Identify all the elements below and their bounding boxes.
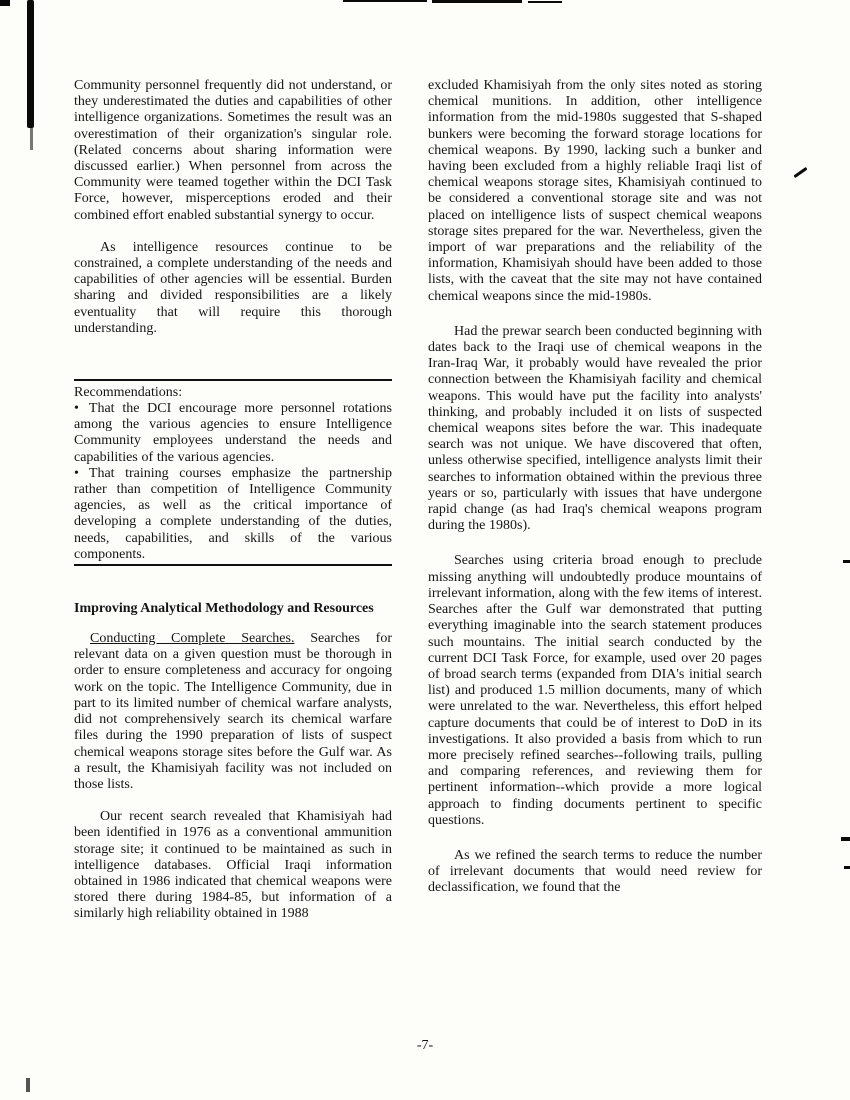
scan-artifact-bottom-left [26,1078,30,1092]
paragraph: Community personnel frequently did not understand, or they underestimated the duties and capabilities of other intelligence organizations. Sometimes the result was an overestimation of their organization's singular role. (Related concerns about sharing information were discussed earlier.) When personnel from across the Community were teamed together within the DCI Task Force, however, misperceptions eroded and their combined effort enabled substantial synergy to occur. [74,78,392,223]
scan-artifact-top-line-3 [528,1,562,3]
scan-artifact-right-tick-2 [841,837,850,841]
scan-artifact-right-tick-1 [843,560,850,563]
paragraph: excluded Khamisiyah from the only sites noted as storing chemical munitions. In addition, other intelligence information from the mid-1980s suggested that S-shaped bunkers were becoming the forward storage locations for chemical weapons. By 1990, lacking such a bunker and having been excluded from a highly reliable Iraqi list of chemical weapons storage sites, Khamisiyah continued to be considered a conventional storage site and was not placed on intelligence lists of suspect chemical weapons storage sites prepared for the war. Nevertheless, given the import of war preparations and the reliability of the information, Khamisiyah should have been added to those lists, with the caveat that the site may not have contained chemical weapons since the mid-1980s. [428,78,762,304]
paragraph: As we refined the search terms to reduce the number of irrelevant documents that would need review for declassification, we found that the [428,847,762,896]
scan-artifact-top-line-2 [432,0,522,3]
recommendations-title: Recommendations: [74,385,183,401]
left-column [74,78,392,923]
bullet-icon: • [74,401,79,417]
underlined-lead: Conducting Complete Searches. [90,631,295,647]
scan-artifact-top-line-1 [343,0,427,2]
section-heading: Improving Analytical Methodology and Resources [74,601,374,617]
paragraph [74,631,392,793]
recommendation-item [74,401,392,466]
scan-artifact-top-corner [0,0,10,6]
scan-artifact-left-bar-tail [30,128,33,150]
recommendation-item-text: That training courses emphasize the partnership rather than competition of Intelligence Community agencies, as well as the critical importance of developing a complete understanding of the duties, needs, capabilities, and skills of the various components. [74,465,392,562]
right-column [428,78,762,923]
paragraph: Our recent search revealed that Khamisiyah had been identified in 1976 as a conventional ammunition storage site; it continued to be maintained as such in intelligence databases. Official Iraqi information obtained in 1986 indicated that chemical weapons were stored there during 1984-85, but information of a similarly high reliability obtained in 1988 [74,809,392,922]
scan-artifact-left-bar [27,0,34,128]
recommendations-section [74,379,392,566]
bullet-icon: • [74,465,79,481]
two-column-text [74,78,762,923]
paragraph: As intelligence resources continue to be constrained, a complete understanding of the needs and capabilities of other agencies will be essential. Burden sharing and divided responsibilities are a likely eventuality that will require this thorough understanding. [74,239,392,336]
paragraph: Had the prewar search been conducted beginning with dates back to the Iraqi use of chemical weapons in the Iran-Iraq War, it probably would have revealed the prior connection between the Khamisiyah facility and chemical weapons. This would have put the facility into analysts' thinking, and probably included it on lists of suspected chemical weapons sites before the war. This inadequate search was not unique. We have discovered that often, unless otherwise specified, intelligence analysts limit their searches to information obtained within the previous three years or so, particularly with issues that have undergone rapid change (as had Iraq's chemical weapons program during the 1980s). [428,323,762,534]
recommendation-item [74,466,392,563]
paragraph-text: Searches for relevant data on a given question must be thorough in order to ensure completeness and accuracy for ongoing work on the topic. The Intelligence Community, due in part to its limited number of chemical warfare analysts, did not comprehensively search its chemical warfare files during the 1990 preparation of lists of suspect chemical weapons storage sites before the Gulf war. As a result, the Khamisiyah facility was not included on those lists. [74,631,392,792]
scan-artifact-right-tick-3 [844,866,850,869]
scan-artifact-pen-mark [793,167,807,178]
recommendation-item-text: That the DCI encourage more personnel rotations among the various agencies to ensure Intelligence Community employees understand the needs and capabilities of the various agencies. [74,401,392,465]
paragraph: Searches using criteria broad enough to preclude missing anything will undoubtedly produce mountains of irrelevant information, along with the few items of interest. Searches after the Gulf war demonstrated that putting everything imaginable into the search statement produces such mountains. The initial search conducted by the current DCI Task Force, for example, used over 20 pages of broad search terms (expanded from DIA's initial search list) and produced 1.5 million documents, many of which were unrelated to the war. Nevertheless, this effort helped capture documents that could be of interest to DoD in its investigations. It also provided a basis from which to run more precisely refined searches--following trails, pulling and comparing references, and reviewing them for pertinent information--which provide a more logical approach to finding documents pertinent to specific questions. [428,553,762,828]
page-number: -7- [416,1038,434,1053]
